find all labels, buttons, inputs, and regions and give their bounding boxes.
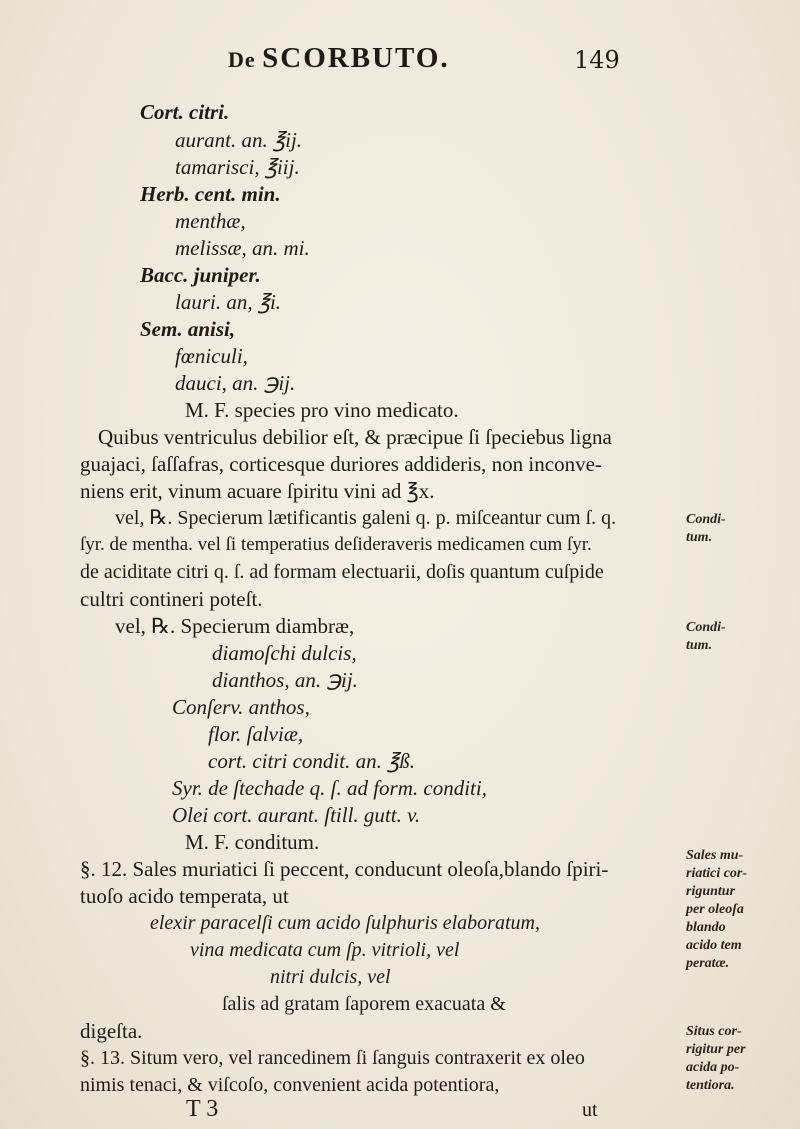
text-line: Sem. anisi,: [140, 317, 236, 341]
text-line: de aciditate citri q. ſ. ad formam electuarii, doſis quantum cuſpide: [80, 561, 604, 583]
text-line: guajaci, ſaſſafras, corticesque duriores addideris, non inconve-: [80, 452, 602, 476]
text-line: cultri contineri poteſt.: [80, 587, 263, 611]
margin-note: riatici cor-: [686, 866, 748, 881]
text-line: vel, ℞. Specierum lætificantis galeni q. p. miſceantur cum ſ. q.: [115, 507, 617, 529]
text-line: §. 13. Situm vero, vel rancedinem ſi ſanguis contraxerit ex oleo: [80, 1047, 585, 1069]
text-line: dianthos, an. ℈ij.: [212, 668, 358, 692]
text-line: Olei cort. aurant. ſtill. gutt. v.: [172, 803, 421, 827]
text-line: Cort. citri.: [140, 100, 230, 124]
text-line: flor. ſalviæ,: [208, 722, 304, 746]
margin-note: riguntur: [686, 884, 736, 899]
text-line: vina medicata cum ſp. vitrioli, vel: [190, 939, 460, 961]
text-line: nitri dulcis, vel: [270, 966, 391, 988]
text-line: ſalis ad gratam ſaporem exacuata &: [222, 993, 506, 1015]
margin-note: tentiora.: [686, 1078, 735, 1093]
margin-note: per oleoſa: [686, 902, 744, 917]
text-line: digeſta.: [80, 1019, 143, 1043]
text-line: menthæ,: [175, 209, 246, 233]
margin-note: acido tem: [686, 938, 742, 953]
margin-note: rigitur per: [686, 1042, 746, 1057]
text-line: dauci, an. ℈ij.: [175, 371, 296, 395]
text-line: vel, ℞. Specierum diambræ,: [115, 614, 355, 638]
text-line: M. F. conditum.: [185, 830, 320, 854]
catchword: ut: [582, 1099, 598, 1121]
text-line: Bacc. juniper.: [140, 263, 261, 287]
text-line: aurant. an. ℥ij.: [175, 128, 303, 152]
margin-note: tum.: [686, 530, 713, 545]
text-line: melissæ, an. mi.: [175, 236, 310, 260]
text-line: Conſerv. anthos,: [172, 695, 310, 719]
page-number: 149: [574, 46, 620, 74]
margin-note: Condi-: [686, 620, 726, 635]
margin-note: Situs cor-: [686, 1024, 742, 1039]
text-line: tamarisci, ℥iij.: [175, 155, 300, 179]
running-head-title: SCORBUTO.: [262, 42, 450, 74]
text-line: ſyr. de mentha. vel ſi temperatius deſideraveris medicamen cum ſyr.: [80, 534, 592, 555]
text-line: cort. citri condit. an. ℥ß.: [208, 749, 415, 773]
running-head-prefix: De: [228, 47, 263, 72]
text-line: fœniculi,: [175, 344, 248, 368]
text-line: Herb. cent. min.: [140, 182, 281, 206]
margin-note: acida po-: [686, 1060, 740, 1075]
text-line: niens erit, vinum acuare ſpiritu vini ad ℥x.: [80, 479, 435, 503]
text-line: nimis tenaci, & viſcoſo, convenient acida potentiora,: [80, 1074, 500, 1096]
text-line: tuoſo acido temperata, ut: [80, 884, 289, 908]
margin-note: Condi-: [686, 512, 726, 527]
margin-note: tum.: [686, 638, 713, 653]
signature-mark: T 3: [186, 1096, 219, 1122]
margin-note: blando: [686, 920, 726, 935]
text-line: diamoſchi dulcis,: [212, 641, 357, 665]
text-line: Quibus ventriculus debilior eſt, & præcipue ſi ſpeciebus ligna: [98, 425, 612, 449]
margin-note: peratæ.: [686, 956, 730, 971]
text-line: M. F. species pro vino medicato.: [185, 398, 459, 422]
margin-note: Sales mu-: [686, 848, 744, 863]
text-line: elexir paracelſi cum acido ſulphuris elaboratum,: [150, 912, 540, 934]
text-line: lauri. an, ℥i.: [175, 290, 282, 314]
text-line: Syr. de ſtechade q. ſ. ad form. conditi,: [172, 776, 487, 800]
page-header: [0, 38, 800, 78]
running-head: [228, 38, 450, 80]
text-line: §. 12. Sales muriatici ſi peccent, conducunt oleoſa,blando ſpiri-: [80, 857, 609, 881]
